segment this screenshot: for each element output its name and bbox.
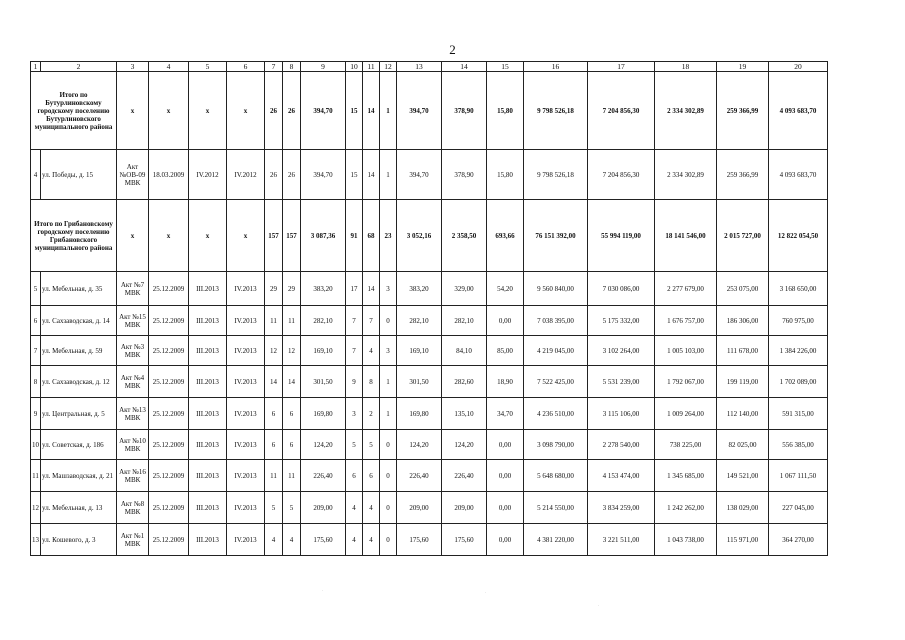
table-cell: 364 270,00 (769, 524, 828, 556)
table-cell: 54,20 (487, 272, 524, 306)
table-cell: 282,10 (397, 306, 442, 336)
table-row (31, 492, 828, 524)
table-cell: 209,00 (397, 492, 442, 524)
table-cell: 169,80 (301, 398, 346, 430)
table-cell: 7 (346, 306, 363, 336)
table-cell: 15 (346, 150, 363, 200)
table-cell: IV.2013 (227, 460, 265, 492)
table-cell: 282,10 (301, 306, 346, 336)
table-cell: 2 334 302,89 (655, 72, 717, 150)
table-cell: 91 (346, 200, 363, 272)
table-cell: 175,60 (301, 524, 346, 556)
table-cell: 3 102 264,00 (588, 336, 655, 366)
table-cell: III.2013 (189, 366, 227, 398)
column-number: 1 (31, 62, 41, 72)
table-cell: 85,00 (487, 336, 524, 366)
table-cell: 15,80 (487, 150, 524, 200)
table-cell: III.2013 (189, 306, 227, 336)
subtotal-label: Итого по Бутурлиновскому городскому поселению Бутурлиновского муниципального района (31, 72, 117, 150)
table-cell: 226,40 (397, 460, 442, 492)
table-cell: 13 (31, 524, 41, 556)
table-cell: 4 236 510,00 (524, 398, 588, 430)
table-cell: 25.12.2009 (149, 430, 189, 460)
table-cell: 7 204 856,30 (588, 150, 655, 200)
table-cell: 12 822 054,50 (769, 200, 828, 272)
table-cell: 4 (346, 524, 363, 556)
address-cell: ул. Победы, д. 15 (41, 150, 117, 200)
table-cell: 14 (283, 366, 301, 398)
table-cell: IV.2013 (227, 524, 265, 556)
table-cell: 135,10 (442, 398, 487, 430)
column-number: 8 (283, 62, 301, 72)
table-cell: 0,00 (487, 524, 524, 556)
table-cell: 5 175 332,00 (588, 306, 655, 336)
table-cell: 26 (283, 150, 301, 200)
table-cell: 5 214 550,00 (524, 492, 588, 524)
table-cell: 227 045,00 (769, 492, 828, 524)
address-cell: ул. Центральная, д. 5 (41, 398, 117, 430)
table-cell: 378,90 (442, 150, 487, 200)
table-cell: 157 (265, 200, 283, 272)
table-cell: 259 366,99 (717, 150, 769, 200)
table-cell: 1 (380, 366, 397, 398)
table-cell: 7 038 395,00 (524, 306, 588, 336)
table-cell: 0 (380, 306, 397, 336)
table-cell: 157 (283, 200, 301, 272)
table-cell: 3 221 511,00 (588, 524, 655, 556)
table-cell: 0,00 (487, 460, 524, 492)
column-number: 11 (363, 62, 380, 72)
table-cell: IV.2012 (227, 150, 265, 200)
table-cell: Акт №13 МВК (117, 398, 149, 430)
table-cell: 6 (283, 430, 301, 460)
table-cell: 14 (363, 272, 380, 306)
table-cell: 0,00 (487, 430, 524, 460)
table-cell: 4 219 045,00 (524, 336, 588, 366)
table-cell: 9 798 526,18 (524, 150, 588, 200)
table-cell: 259 366,99 (717, 72, 769, 150)
table-cell: 175,60 (397, 524, 442, 556)
table-cell: 7 (346, 336, 363, 366)
table-cell: IV.2013 (227, 272, 265, 306)
table-cell: Акт №ОВ-09 МВК (117, 150, 149, 200)
table-cell: 25.12.2009 (149, 336, 189, 366)
table-cell: 68 (363, 200, 380, 272)
table-cell: IV.2013 (227, 398, 265, 430)
table-cell: 124,20 (442, 430, 487, 460)
table-cell: 6 (265, 398, 283, 430)
table-cell: 15 (346, 72, 363, 150)
table-cell: 556 385,00 (769, 430, 828, 460)
table-cell: 1 345 685,00 (655, 460, 717, 492)
table-cell: 394,70 (397, 150, 442, 200)
table-cell: 1 009 264,00 (655, 398, 717, 430)
table-cell: x (117, 72, 149, 150)
table-cell: 1 (380, 150, 397, 200)
table-row (31, 398, 828, 430)
table-cell: 4 093 683,70 (769, 150, 828, 200)
table-cell: 1 702 089,00 (769, 366, 828, 398)
address-cell: ул. Сахзаводская, д. 14 (41, 306, 117, 336)
table-cell: Акт №1 МВК (117, 524, 149, 556)
table-cell: 12 (265, 336, 283, 366)
table-cell: 18,90 (487, 366, 524, 398)
table-cell: 3 (346, 398, 363, 430)
table-cell: 26 (283, 72, 301, 150)
address-cell: ул. Мебельная, д. 59 (41, 336, 117, 366)
table-cell: 2 (363, 398, 380, 430)
table-cell: 15,80 (487, 72, 524, 150)
column-number: 2 (41, 62, 117, 72)
table-cell: 5 (346, 430, 363, 460)
table-cell: 0 (380, 460, 397, 492)
table-cell: 3 834 259,00 (588, 492, 655, 524)
table-cell: 25.12.2009 (149, 272, 189, 306)
table-cell: 10 (31, 430, 41, 460)
table-cell: 5 (283, 492, 301, 524)
table-cell: IV.2013 (227, 492, 265, 524)
table-cell: 4 (363, 524, 380, 556)
page-number: 2 (449, 42, 456, 57)
column-number: 14 (442, 62, 487, 72)
table-cell: 76 151 392,00 (524, 200, 588, 272)
table-cell: 9 (346, 366, 363, 398)
table-cell: 8 (31, 366, 41, 398)
table-row (31, 272, 828, 306)
column-number-row (31, 62, 828, 72)
table-cell: 138 029,00 (717, 492, 769, 524)
table-cell: 169,10 (397, 336, 442, 366)
table-cell: 26 (265, 72, 283, 150)
table-cell: 115 971,00 (717, 524, 769, 556)
column-number: 7 (265, 62, 283, 72)
table-cell: 394,70 (301, 72, 346, 150)
table-cell: Акт №4 МВК (117, 366, 149, 398)
housing-program-table (30, 61, 828, 556)
table-cell: IV.2013 (227, 336, 265, 366)
table-cell: 282,60 (442, 366, 487, 398)
table-cell: 226,40 (442, 460, 487, 492)
table-row (31, 460, 828, 492)
table-cell: 738 225,00 (655, 430, 717, 460)
table-cell: 11 (283, 460, 301, 492)
table-cell: 4 381 220,00 (524, 524, 588, 556)
table-cell: 0 (380, 524, 397, 556)
table-cell: 1 043 738,00 (655, 524, 717, 556)
table-cell: Акт №3 МВК (117, 336, 149, 366)
column-number: 5 (189, 62, 227, 72)
table-cell: 169,80 (397, 398, 442, 430)
table-cell: 6 (31, 306, 41, 336)
column-number: 16 (524, 62, 588, 72)
subtotal-row (31, 72, 828, 150)
address-cell: ул. Мебельная, д. 13 (41, 492, 117, 524)
table-cell: 383,20 (397, 272, 442, 306)
table-cell: 23 (380, 200, 397, 272)
table-row (31, 366, 828, 398)
table-cell: 14 (363, 72, 380, 150)
table-cell: 9 560 840,00 (524, 272, 588, 306)
table-cell: 11 (283, 306, 301, 336)
address-cell: ул. Мебельная, д. 35 (41, 272, 117, 306)
table-cell: 5 648 680,00 (524, 460, 588, 492)
column-number: 20 (769, 62, 828, 72)
table-cell: 29 (283, 272, 301, 306)
table-cell: 329,00 (442, 272, 487, 306)
table-cell: 0,00 (487, 492, 524, 524)
table-cell: 11 (31, 460, 41, 492)
table-cell: 25.12.2009 (149, 398, 189, 430)
table-cell: 4 093 683,70 (769, 72, 828, 150)
table-cell: 111 678,00 (717, 336, 769, 366)
table-cell: 84,10 (442, 336, 487, 366)
table-cell: 0 (380, 430, 397, 460)
table-cell: 6 (283, 398, 301, 430)
table-cell: 4 (31, 150, 41, 200)
table-cell: 175,60 (442, 524, 487, 556)
table-cell: 226,40 (301, 460, 346, 492)
table-cell: 12 (31, 492, 41, 524)
table-cell: 394,70 (397, 72, 442, 150)
table-cell: Акт №10 МВК (117, 430, 149, 460)
table-cell: 3 (380, 336, 397, 366)
table-cell: Акт №16 МВК (117, 460, 149, 492)
table-cell: 9 798 526,18 (524, 72, 588, 150)
column-number: 17 (588, 62, 655, 72)
table-cell: 199 119,00 (717, 366, 769, 398)
table-cell: 760 975,00 (769, 306, 828, 336)
table-row (31, 150, 828, 200)
column-number: 12 (380, 62, 397, 72)
table-cell: 591 315,00 (769, 398, 828, 430)
table-cell: 5 (265, 492, 283, 524)
column-number: 4 (149, 62, 189, 72)
table-cell: 29 (265, 272, 283, 306)
column-number: 10 (346, 62, 363, 72)
table-cell: 7 (31, 336, 41, 366)
table-row (31, 306, 828, 336)
column-number: 15 (487, 62, 524, 72)
table-cell: 4 (363, 336, 380, 366)
table-cell: 4 (363, 492, 380, 524)
table-row (31, 524, 828, 556)
table-cell: 5 (363, 430, 380, 460)
table-cell: III.2013 (189, 524, 227, 556)
table-cell: 18.03.2009 (149, 150, 189, 200)
column-number: 19 (717, 62, 769, 72)
table-cell: 1 384 226,00 (769, 336, 828, 366)
table-cell: 25.12.2009 (149, 524, 189, 556)
table-cell: 383,20 (301, 272, 346, 306)
table-cell: 6 (265, 430, 283, 460)
table-cell: 282,10 (442, 306, 487, 336)
table-cell: IV.2012 (189, 150, 227, 200)
table-cell: 2 015 727,00 (717, 200, 769, 272)
table-cell: 209,00 (301, 492, 346, 524)
table-cell: III.2013 (189, 272, 227, 306)
table-cell: x (189, 200, 227, 272)
table-cell: IV.2013 (227, 306, 265, 336)
table-cell: III.2013 (189, 398, 227, 430)
table-cell: 253 075,00 (717, 272, 769, 306)
table-cell: x (189, 72, 227, 150)
table-cell: 25.12.2009 (149, 366, 189, 398)
table-cell: 3 052,16 (397, 200, 442, 272)
table-cell: 209,00 (442, 492, 487, 524)
column-number: 3 (117, 62, 149, 72)
column-number: 9 (301, 62, 346, 72)
table-cell: 0,00 (487, 306, 524, 336)
table-cell: III.2013 (189, 460, 227, 492)
table-cell: 5 531 239,00 (588, 366, 655, 398)
table-cell: x (227, 200, 265, 272)
table-cell: 1 792 067,00 (655, 366, 717, 398)
address-cell: ул. Машзаводская, д. 21 (41, 460, 117, 492)
table-cell: 5 (31, 272, 41, 306)
table-cell: 301,50 (397, 366, 442, 398)
table-cell: Акт №15 МВК (117, 306, 149, 336)
table-cell: 4 153 474,00 (588, 460, 655, 492)
table-cell: 301,50 (301, 366, 346, 398)
table-cell: IV.2013 (227, 366, 265, 398)
table-cell: 25.12.2009 (149, 460, 189, 492)
table-cell: 3 115 106,00 (588, 398, 655, 430)
table-cell: 0 (380, 492, 397, 524)
address-cell: ул. Сахзаводская, д. 12 (41, 366, 117, 398)
table-cell: 34,70 (487, 398, 524, 430)
table-cell: 14 (363, 150, 380, 200)
table-cell: 7 (363, 306, 380, 336)
column-number: 13 (397, 62, 442, 72)
table-cell: x (117, 200, 149, 272)
address-cell: ул. Кошевого, д. 3 (41, 524, 117, 556)
table-cell: Акт №7 МВК (117, 272, 149, 306)
table-cell: 25.12.2009 (149, 306, 189, 336)
table-cell: 3 168 650,00 (769, 272, 828, 306)
table-cell: 3 087,36 (301, 200, 346, 272)
table-cell: 1 242 262,00 (655, 492, 717, 524)
table-cell: Акт №8 МВК (117, 492, 149, 524)
table-row (31, 430, 828, 460)
table-cell: III.2013 (189, 492, 227, 524)
table-cell: 1 (380, 72, 397, 150)
table-cell: 82 025,00 (717, 430, 769, 460)
table-cell: 2 278 540,00 (588, 430, 655, 460)
table-cell: 25.12.2009 (149, 492, 189, 524)
table-cell: 2 358,50 (442, 200, 487, 272)
table-cell: 8 (363, 366, 380, 398)
table-cell: 3 098 790,00 (524, 430, 588, 460)
table-cell: 11 (265, 460, 283, 492)
table-cell: 7 030 086,00 (588, 272, 655, 306)
table-cell: x (227, 72, 265, 150)
table-cell: 4 (265, 524, 283, 556)
table-cell: 14 (265, 366, 283, 398)
table-cell: 17 (346, 272, 363, 306)
table-cell: 124,20 (301, 430, 346, 460)
table-cell: x (149, 72, 189, 150)
address-cell: ул. Советская, д. 186 (41, 430, 117, 460)
table-cell: 124,20 (397, 430, 442, 460)
table-cell: 55 994 119,00 (588, 200, 655, 272)
table-cell: 1 (380, 398, 397, 430)
table-cell: 112 140,00 (717, 398, 769, 430)
column-number: 6 (227, 62, 265, 72)
table-cell: 186 306,00 (717, 306, 769, 336)
table-cell: 4 (283, 524, 301, 556)
table-cell: 26 (265, 150, 283, 200)
table-cell: 3 (380, 272, 397, 306)
table-cell: 169,10 (301, 336, 346, 366)
table-cell: 4 (346, 492, 363, 524)
table-cell: 7 522 425,00 (524, 366, 588, 398)
table-cell: 9 (31, 398, 41, 430)
table-cell: 693,66 (487, 200, 524, 272)
table-cell: 1 067 111,50 (769, 460, 828, 492)
table-cell: 11 (265, 306, 283, 336)
table-cell: 378,90 (442, 72, 487, 150)
table-cell: 18 141 546,00 (655, 200, 717, 272)
subtotal-row (31, 200, 828, 272)
table-cell: III.2013 (189, 336, 227, 366)
table-cell: 7 204 856,30 (588, 72, 655, 150)
subtotal-label: Итого по Грибановскому городскому поселению Грибановского муниципального района (31, 200, 117, 272)
table-cell: 1 005 103,00 (655, 336, 717, 366)
table-cell: 6 (363, 460, 380, 492)
table-cell: 2 277 679,00 (655, 272, 717, 306)
table-cell: 2 334 302,89 (655, 150, 717, 200)
table-cell: x (149, 200, 189, 272)
table-cell: 1 676 757,00 (655, 306, 717, 336)
table-cell: III.2013 (189, 430, 227, 460)
table-cell: 6 (346, 460, 363, 492)
table-cell: 149 521,00 (717, 460, 769, 492)
table-row (31, 336, 828, 366)
column-number: 18 (655, 62, 717, 72)
table-cell: 12 (283, 336, 301, 366)
table-cell: 394,70 (301, 150, 346, 200)
table-cell: IV.2013 (227, 430, 265, 460)
